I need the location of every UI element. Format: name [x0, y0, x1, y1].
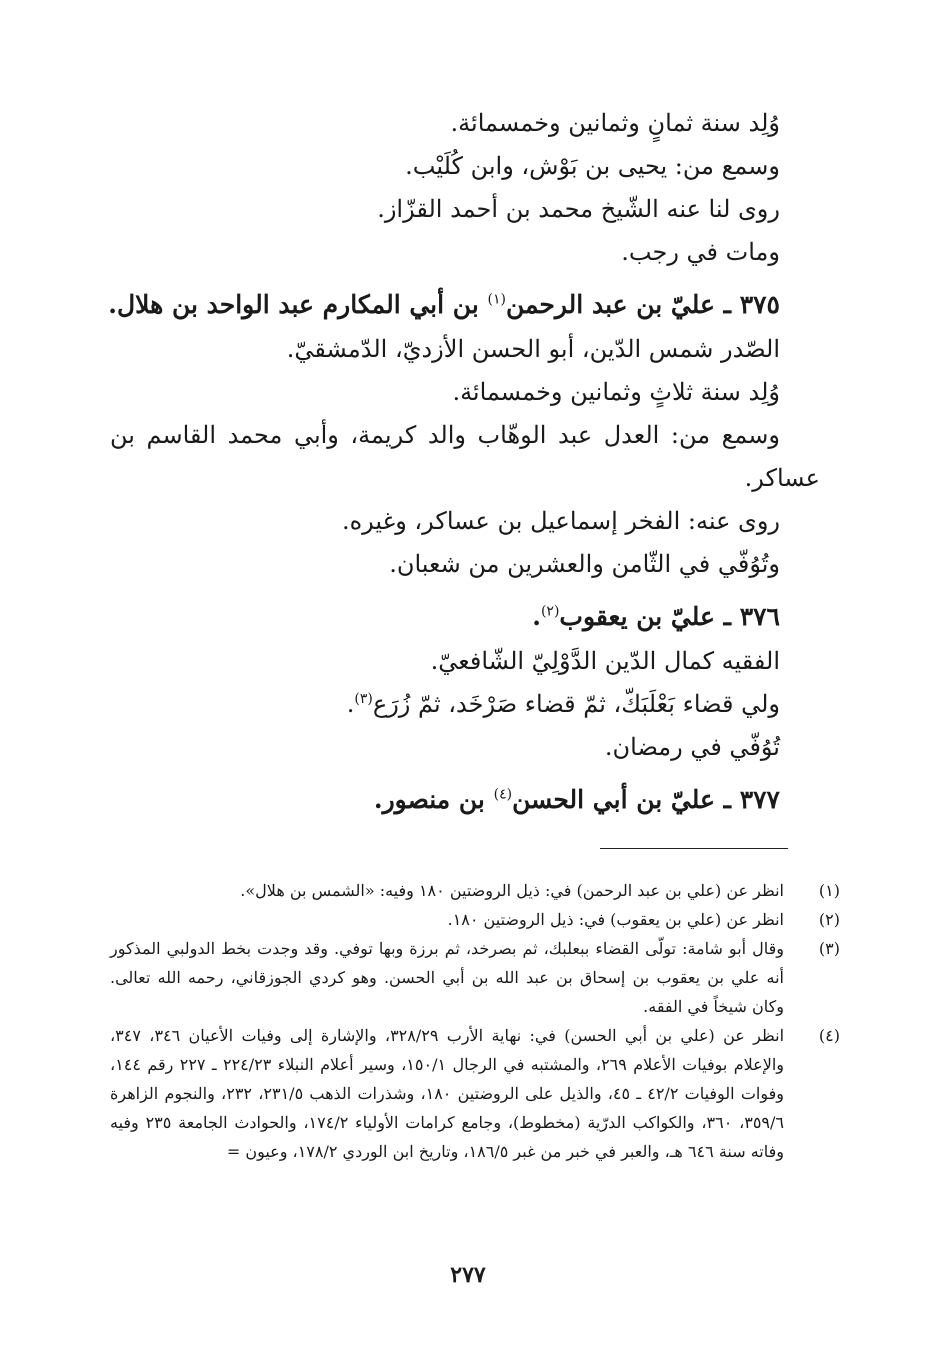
text-line: روى لنا عنه الشّيخ محمد بن أحمد القزّاز. — [377, 195, 780, 223]
text-line: ومات في رجب. — [621, 238, 780, 266]
footnote-separator — [600, 848, 788, 849]
entry-heading-text: . — [532, 602, 541, 631]
text-line: وُلِد سنة ثمانٍ وثمانين وخمسمائة. — [450, 109, 780, 137]
main-text — [110, 102, 820, 823]
text-line: وُلِد سنة ثلاثٍ وثمانين وخمسمائة. — [452, 378, 780, 406]
text-line: وسمع من: يحيى بن بَوْش، وابن كُلَيْب. — [405, 152, 780, 180]
text-line: وتُوُفّي في الثّامن والعشرين من شعبان. — [389, 550, 780, 578]
entry-heading-377 — [110, 777, 820, 823]
text-line: عساكر. — [744, 464, 820, 492]
entry-heading-text: بن منصور. — [373, 785, 494, 814]
text-line: الصّدر شمس الدّين، أبو الحسن الأزديّ، الدّمشقيّ. — [286, 335, 780, 363]
text-line — [110, 683, 820, 726]
entry-heading-text: بن أبي المكارم عبد الواحد بن هلال. — [108, 290, 488, 319]
footnotes — [110, 876, 840, 1166]
footnote-2 — [110, 905, 840, 934]
footnote-number: (٣) — [818, 939, 840, 958]
text-span: ولي قضاء بَعْلَبَكّ، ثمّ قضاء صَرْخَد، ثمّ زُرَع — [372, 690, 780, 718]
text-line: تُوُفّي في رمضان. — [604, 733, 780, 761]
entry-heading-376 — [110, 594, 820, 640]
text-line: وسمع من: العدل عبد الوهّاب والد كريمة، وأبي محمد القاسم بن — [110, 421, 780, 449]
footnote-3 — [110, 934, 840, 1021]
page-number: ٢٧٧ — [450, 1262, 486, 1288]
footnote-4 — [110, 1021, 840, 1166]
entry-heading-text: ٣٧٧ ـ عليّ بن أبي الحسن — [512, 785, 780, 814]
footnote-text: وقال أبو شامة: تولّى القضاء ببعلبك، ثم بصرخد، ثم برزة وبها توفي. وقد وجدت بخط الدولبي المذكور أنه علي بن يعقوب بن إسحاق بن عبد الله بن أبي الحسن. وهو كردي الجوزقاني، رحمه الله تعالى. وكان شيخاً في الفقه. — [110, 939, 784, 1016]
footnote-number: (٤) — [818, 1026, 840, 1045]
entry-heading-375 — [110, 282, 820, 328]
text-line: الفقيه كمال الدّين الدَّوْلِيّ الشّافعيّ. — [430, 647, 780, 675]
footnote-ref[interactable]: (٢) — [540, 603, 560, 620]
footnote-ref[interactable]: (١) — [487, 291, 506, 308]
footnote-text: انظر عن (علي بن أبي الحسن) في: نهاية الأرب ٣٢٨/٢٩، والإشارة إلى وفيات الأعيان ٣٤٦، ٣٤٧، والإعلام بوفيات الأعلام ٢٦٩، والمشتبه في الرجال ١٥٠/١، وسير أعلام النبلاء ٢٢٤/٢٣ ـ ٢٢٧ رقم ١٤٤، وفوات الوفيات ٤٢/٢ ـ ٤٥، والذيل على الروضتين ١٨٠، وشذرات الذهب ٢٣١/٥، ٢٣٢، والنجوم الزاهرة ٣٥٩/٦، ٣٦٠، والكواكب الدرّية (مخطوط)، وجامع كرامات الأولياء ١٧٤/٢، والحوادث الجامعة ٢٣٥ وفيه وفاته سنة ٦٤٦ هـ، والعبر في خبر من غبر ١٨٦/٥، وتاريخ ابن الوردي ١٧٨/٢، وعيون = — [110, 1026, 785, 1161]
footnote-text: انظر عن (علي بن عبد الرحمن) في: ذيل الروضتين ١٨٠ وفيه: «الشمس بن هلال». — [240, 881, 784, 900]
text-span: . — [346, 690, 355, 718]
text-line: روى عنه: الفخر إسماعيل بن عساكر، وغيره. — [341, 507, 780, 535]
footnote-ref[interactable]: (٤) — [493, 786, 513, 803]
footnote-ref[interactable]: (٣) — [354, 691, 373, 707]
entry-heading-text: ٣٧٦ ـ عليّ بن يعقوب — [559, 602, 780, 631]
footnote-number: (١) — [818, 881, 840, 900]
footnote-number: (٢) — [818, 910, 840, 929]
footnote-text: انظر عن (علي بن يعقوب) في: ذيل الروضتين ١٨٠. — [447, 910, 784, 929]
entry-heading-text: ٣٧٥ ـ عليّ بن عبد الرحمن — [505, 290, 780, 319]
footnote-1 — [110, 876, 840, 905]
